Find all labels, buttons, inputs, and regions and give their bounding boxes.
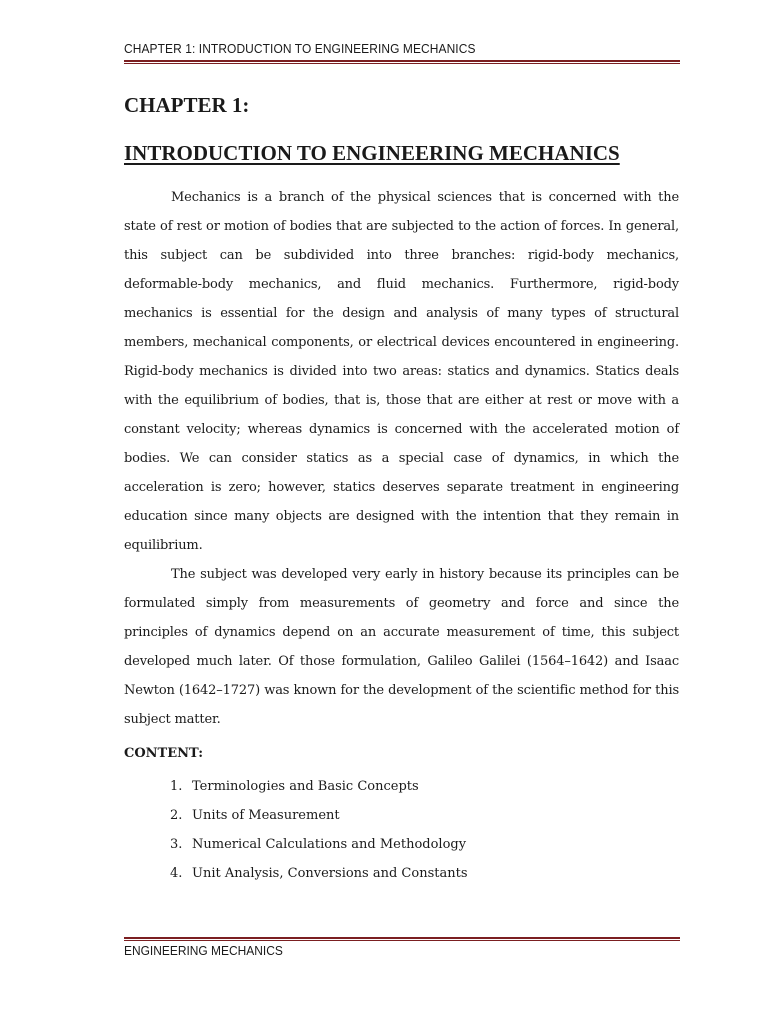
content-list-item	[170, 830, 468, 859]
running-footer: ENGINEERING MECHANICS	[124, 943, 283, 958]
list-item-number: 1.	[170, 779, 183, 794]
content-list-item	[170, 772, 468, 801]
list-item-number: 2.	[170, 808, 183, 823]
chapter-title: INTRODUCTION TO ENGINEERING MECHANICS	[124, 141, 620, 165]
body-paragraph-2: The subject was developed very early in history because its principles can be formulated simply from measurements of geometry and force and since the principles of dynamics depend on an accurate measurement of time, this subject developed much later. Of those formulation, Galileo Galilei (1564–1642) and Isaac Newton (1642–1727) was known for the development of the scientific method for this subject matter.	[124, 567, 679, 727]
list-item-number: 3.	[170, 837, 183, 852]
header-rule-thin-line	[124, 63, 680, 64]
content-heading: CONTENT:	[124, 746, 204, 761]
list-item-label: Unit Analysis, Conversions and Constants	[192, 866, 468, 881]
content-list	[170, 772, 468, 888]
header-rule	[124, 60, 680, 64]
body-paragraph-1: Mechanics is a branch of the physical sciences that is concerned with the state of rest or motion of bodies that are subjected to the action of forces. In general, this subject can be subdivided into three branches: rigid-body mechanics, deformable-body mechanics, and fluid mechanics. Furthermore, rigid-body mechanics is essential for the design and analysis of many types of structural members, mechanical components, or electrical devices encountered in engineering. Rigid-body mechanics is divided into two areas: statics and dynamics. Statics deals with the equilibrium of bodies, that is, those that are either at rest or move with a constant velocity; whereas dynamics is concerned with the accelerated motion of bodies. We can consider statics as a special case of dynamics, in which the acceleration is zero; however, statics deserves separate treatment in engineering education since many objects are designed with the intention that they remain in equilibrium.	[124, 190, 679, 553]
list-item-label: Units of Measurement	[192, 808, 340, 823]
footer-rule	[124, 937, 680, 941]
footer-rule-thick-line	[124, 937, 680, 939]
chapter-label: CHAPTER 1:	[124, 93, 250, 117]
list-item-label: Numerical Calculations and Methodology	[192, 837, 467, 852]
content-list-item	[170, 801, 468, 830]
footer-rule-thin-line	[124, 940, 680, 941]
content-list-item	[170, 859, 468, 888]
list-item-label: Terminologies and Basic Concepts	[192, 779, 419, 794]
list-item-number: 4.	[170, 866, 183, 881]
running-header: CHAPTER 1: INTRODUCTION TO ENGINEERING MECHANICS	[124, 41, 476, 56]
header-rule-thick-line	[124, 60, 680, 62]
